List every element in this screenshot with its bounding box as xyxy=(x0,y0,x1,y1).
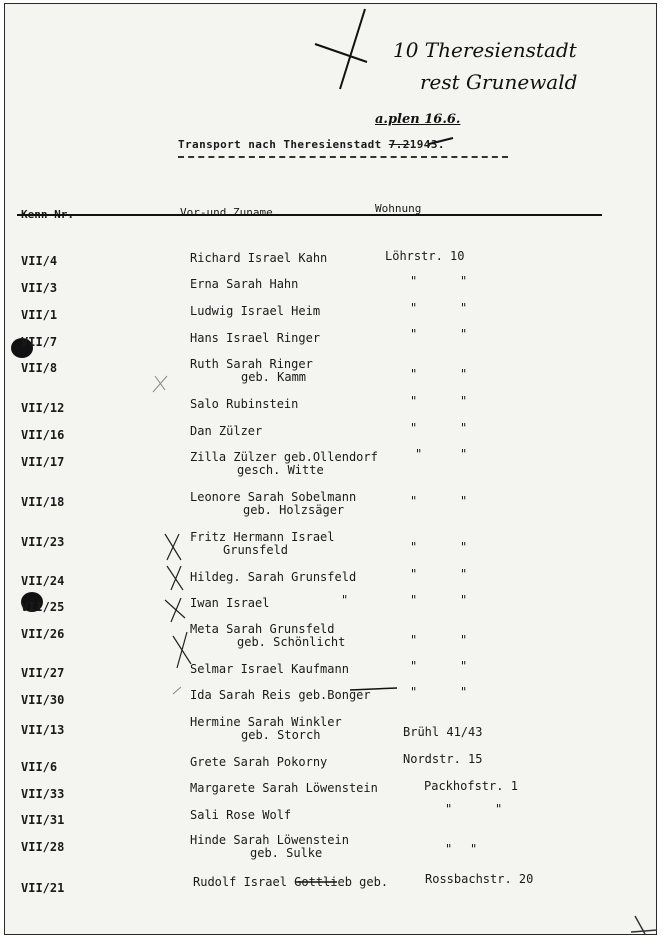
row-kenn: VII/16 xyxy=(21,428,65,442)
ditto-mark: " xyxy=(445,802,453,816)
row-name: Iwan Israel xyxy=(190,596,270,610)
row-name: Hildeg. Sarah Grunsfeld xyxy=(190,570,357,584)
row-name: Dan Zülzer xyxy=(190,424,263,438)
row-name: Salo Rubinstein xyxy=(190,397,299,411)
ditto-mark: " xyxy=(460,327,468,341)
ditto-mark: " xyxy=(460,593,468,607)
row-name: Selmar Israel Kaufmann xyxy=(190,662,349,676)
row-kenn: VII/7 xyxy=(21,335,58,349)
ditto-mark: " xyxy=(460,274,468,288)
ditto-mark: " xyxy=(460,659,468,673)
title-struck: 7.2 xyxy=(388,138,410,151)
row-name: Ruth Sarah Ringer xyxy=(190,357,313,371)
ditto-mark: " xyxy=(410,659,418,673)
row-name: Hans Israel Ringer xyxy=(190,331,321,345)
row-address: Nordstr. 15 xyxy=(403,752,483,766)
ditto-mark: " xyxy=(410,421,418,435)
row-kenn: VII/23 xyxy=(21,535,65,549)
row-address: Löhrstr. 10 xyxy=(385,249,465,263)
title-prefix: Transport nach Theresienstadt xyxy=(178,138,389,151)
ditto-mark: " xyxy=(341,593,349,607)
row-kenn: VII/3 xyxy=(21,281,58,295)
row-kenn: VII/13 xyxy=(21,723,65,737)
row-name: Sali Rose Wolf xyxy=(190,808,292,822)
title-dashed-rule xyxy=(178,156,508,158)
header-name: Vor-und Zuname xyxy=(180,206,273,219)
ditto-mark: " xyxy=(410,327,418,341)
ditto-mark: " xyxy=(470,842,478,856)
ditto-mark: " xyxy=(460,494,468,508)
ditto-mark: " xyxy=(460,633,468,647)
header-address: Wohnung xyxy=(375,202,422,215)
ditto-mark: " xyxy=(410,301,418,315)
row-address: Packhofstr. 1 xyxy=(424,779,518,793)
handwritten-date-insert: a.plen 16.6. xyxy=(375,112,461,127)
ditto-mark: " xyxy=(460,421,468,435)
row-name: Rudolf Israel Gottlieb geb. xyxy=(193,875,389,889)
row-name: Leonore Sarah Sobelmann xyxy=(190,490,357,504)
title-year: 1943. xyxy=(409,138,445,151)
document-title xyxy=(178,138,445,151)
row-kenn: VII/8 xyxy=(21,361,58,375)
row-kenn: VII/21 xyxy=(21,881,65,895)
row-kenn: VII/25 xyxy=(21,600,65,614)
row-name-line2: geb. Schönlicht xyxy=(237,635,346,649)
document-page xyxy=(4,3,657,935)
row-kenn: VII/31 xyxy=(21,813,65,827)
ditto-mark: " xyxy=(415,447,423,461)
row-address: Brühl 41/43 xyxy=(403,725,483,739)
row-name: Hinde Sarah Löwenstein xyxy=(190,833,349,847)
ditto-mark: " xyxy=(410,494,418,508)
row-kenn: VII/17 xyxy=(21,455,65,469)
header-rule xyxy=(17,214,602,216)
row-kenn: VII/18 xyxy=(21,495,65,509)
row-name: Grete Sarah Pokorny xyxy=(190,755,328,769)
row-kenn: VII/12 xyxy=(21,401,65,415)
ditto-mark: " xyxy=(460,540,468,554)
ditto-mark: " xyxy=(460,447,468,461)
row-name: Erna Sarah Hahn xyxy=(190,277,299,291)
row-kenn: VII/27 xyxy=(21,666,65,680)
row-name: Meta Sarah Grunsfeld xyxy=(190,622,335,636)
ditto-mark: " xyxy=(445,842,453,856)
ditto-mark: " xyxy=(410,567,418,581)
ditto-mark: " xyxy=(410,593,418,607)
row-kenn: VII/1 xyxy=(21,308,58,322)
ditto-mark: " xyxy=(410,540,418,554)
ditto-mark: " xyxy=(460,685,468,699)
row-name: Ida Sarah Reis geb.Bonger xyxy=(190,688,371,702)
row-kenn: VII/6 xyxy=(21,760,58,774)
row-address: Rossbachstr. 20 xyxy=(425,872,534,886)
row-kenn: VII/28 xyxy=(21,840,65,854)
handwritten-note-line2: rest Grunewald xyxy=(420,70,578,94)
row-name: Fritz Hermann Israel xyxy=(190,530,335,544)
ditto-mark: " xyxy=(460,567,468,581)
row-name-line2: geb. Kamm xyxy=(241,370,307,384)
row-name: Hermine Sarah Winkler xyxy=(190,715,342,729)
row-name-line2: geb. Sulke xyxy=(250,846,323,860)
ditto-mark: " xyxy=(410,367,418,381)
header-kenn: Kenn Nr. xyxy=(21,208,74,221)
ditto-mark: " xyxy=(410,394,418,408)
row-name: Margarete Sarah Löwenstein xyxy=(190,781,378,795)
ditto-mark: " xyxy=(410,633,418,647)
row-name: Richard Israel Kahn xyxy=(190,251,328,265)
row-kenn: VII/4 xyxy=(21,254,58,268)
row-kenn: VII/24 xyxy=(21,574,65,588)
ditto-mark: " xyxy=(460,301,468,315)
row-name-line2: geb. Storch xyxy=(241,728,321,742)
row-name-line2: geb. Holzsäger xyxy=(243,503,345,517)
row-name: Zilla Zülzer geb.Ollendorf xyxy=(190,450,378,464)
row-name: Ludwig Israel Heim xyxy=(190,304,321,318)
ditto-mark: " xyxy=(460,394,468,408)
ditto-mark: " xyxy=(410,685,418,699)
row-kenn: VII/26 xyxy=(21,627,65,641)
row-name-line2: Grunsfeld xyxy=(223,543,289,557)
row-name-line2: gesch. Witte xyxy=(237,463,324,477)
row-kenn: VII/30 xyxy=(21,693,65,707)
handwritten-note-line1: 10 Theresienstadt xyxy=(393,38,577,62)
row-kenn: VII/33 xyxy=(21,787,65,801)
ditto-mark: " xyxy=(495,802,503,816)
ditto-mark: " xyxy=(460,367,468,381)
ditto-mark: " xyxy=(410,274,418,288)
